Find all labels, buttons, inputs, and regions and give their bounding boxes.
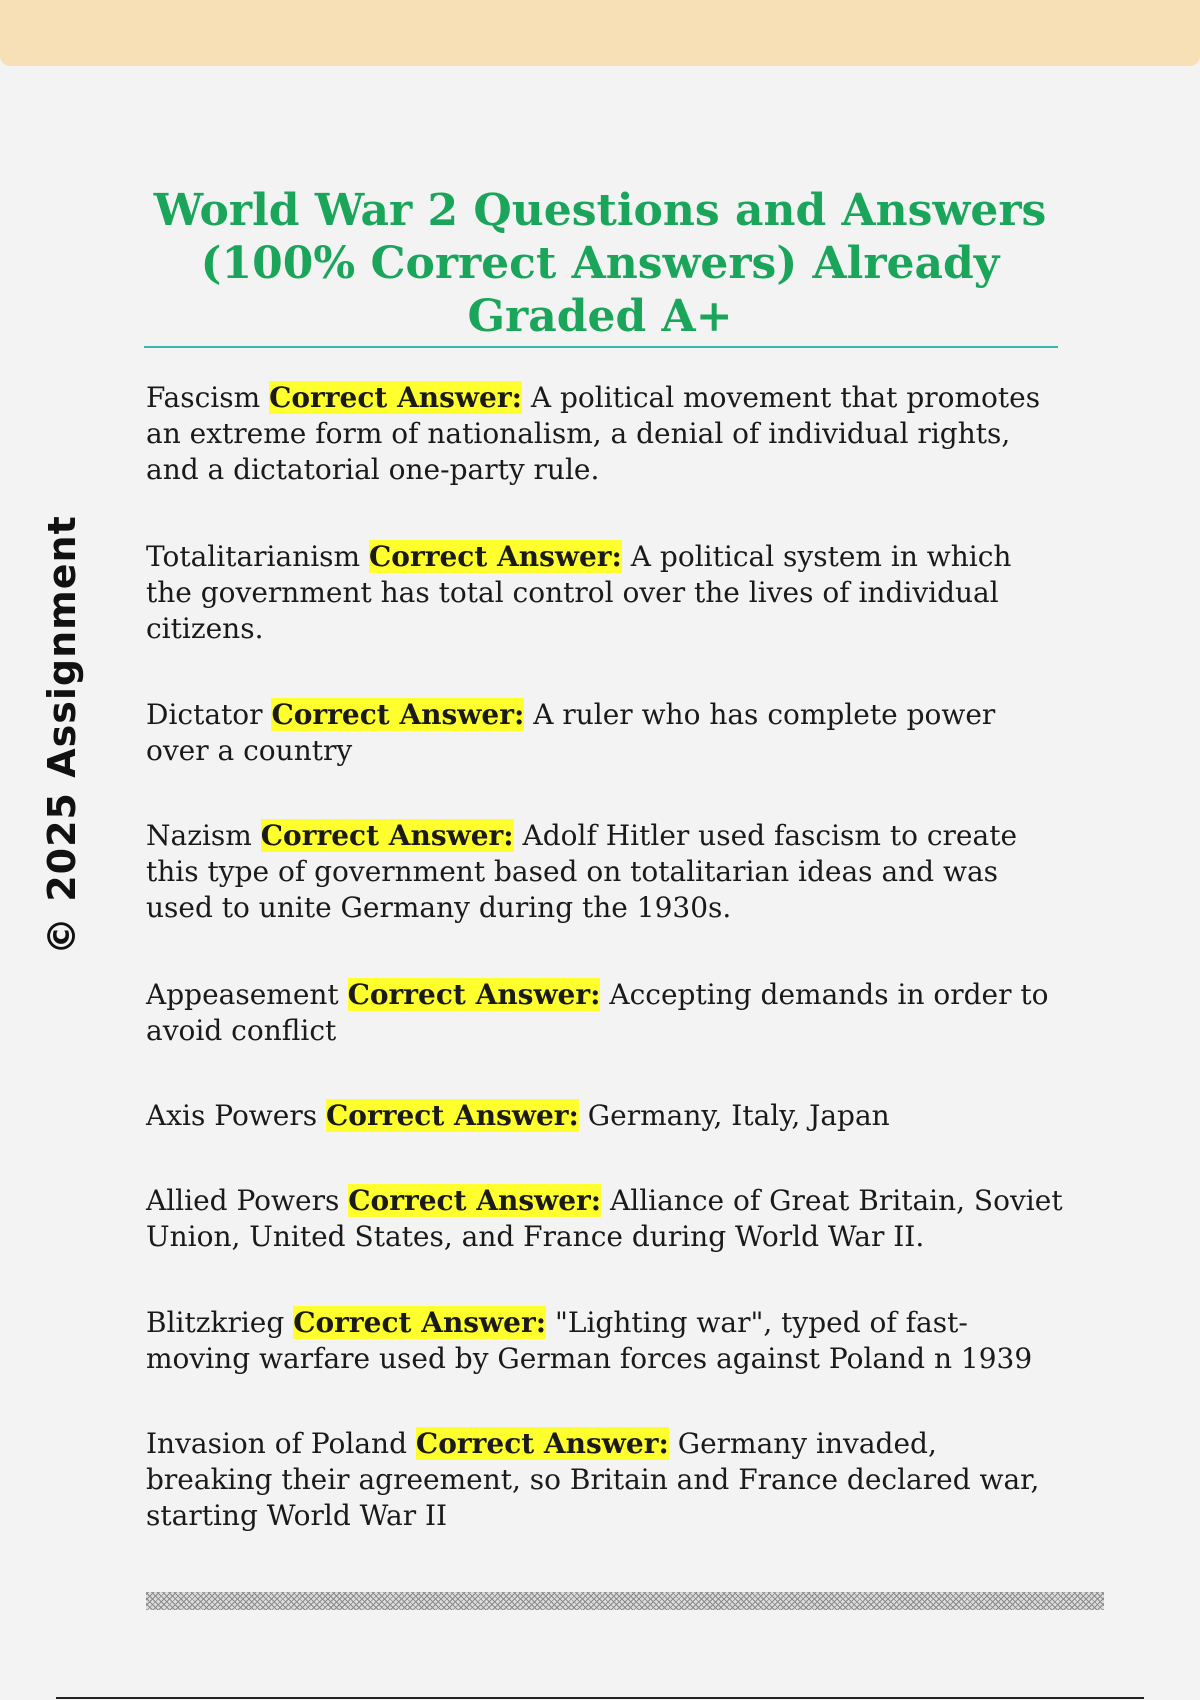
copyright-watermark: © 2025 Assignment: [40, 515, 84, 955]
qa-answer: Alliance of Great Britain, Soviet Union, United States, and France during World War II.: [146, 1184, 1063, 1253]
qa-item-fascism: [146, 380, 1066, 488]
patterned-divider: [146, 1592, 1104, 1610]
qa-term: Appeasement: [146, 978, 339, 1011]
qa-term: Nazism: [146, 819, 252, 852]
qa-item-appeasement: [146, 977, 1066, 1049]
qa-answer: Germany invaded, breaking their agreement, so Britain and France declared war, starting World War II: [146, 1427, 1040, 1532]
qa-item-allied-powers: [146, 1183, 1066, 1255]
qa-term: Totalitarianism: [146, 540, 361, 573]
header-band: [0, 0, 1200, 66]
document-title: World War 2 Questions and Answers (100% Correct Answers) Already Graded A+: [153, 185, 1047, 342]
title-divider: [144, 346, 1058, 348]
answer-label: Correct Answer:: [260, 819, 514, 852]
qa-item-axis-powers: [146, 1098, 1066, 1134]
qa-answer: A political movement that promotes an extreme form of nationalism, a denial of individual rights, and a dictatorial one-party rule.: [146, 381, 1041, 486]
qa-answer: Germany, Italy, Japan: [587, 1099, 890, 1132]
answer-label: Correct Answer:: [293, 1306, 547, 1339]
answer-label: Correct Answer:: [269, 381, 522, 414]
footer-line: [56, 1697, 1144, 1699]
qa-term: Blitzkrieg: [146, 1306, 285, 1339]
qa-item-totalitarianism: [146, 539, 1066, 647]
qa-item-nazism: [146, 818, 1066, 926]
qa-answer: A political system in which the government has total control over the lives of individual citizens.: [146, 540, 1012, 645]
qa-item-invasion-of-poland: [146, 1426, 1066, 1534]
qa-item-dictator: [146, 697, 1066, 769]
answer-label: Correct Answer:: [326, 1099, 579, 1132]
qa-term: Dictator: [146, 698, 263, 731]
answer-label: Correct Answer:: [415, 1427, 669, 1460]
qa-answer: A ruler who has complete power over a country: [146, 698, 996, 767]
answer-label: Correct Answer:: [369, 540, 622, 573]
answer-label: Correct Answer:: [348, 1184, 602, 1217]
qa-item-blitzkrieg: [146, 1305, 1066, 1377]
answer-label: Correct Answer:: [347, 978, 601, 1011]
answer-label: Correct Answer:: [271, 698, 525, 731]
qa-term: Axis Powers: [146, 1099, 318, 1132]
qa-term: Allied Powers: [146, 1184, 340, 1217]
qa-term: Invasion of Poland: [146, 1427, 408, 1460]
qa-answer: "Lighting war", typed of fast-moving warfare used by German forces against Poland n 1939: [146, 1306, 1033, 1375]
qa-answer: Accepting demands in order to avoid conflict: [146, 978, 1049, 1047]
qa-term: Fascism: [146, 381, 261, 414]
qa-answer: Adolf Hitler used fascism to create this type of government based on totalitarian ideas and was used to unite Germany during the 1930s.: [146, 819, 1018, 924]
